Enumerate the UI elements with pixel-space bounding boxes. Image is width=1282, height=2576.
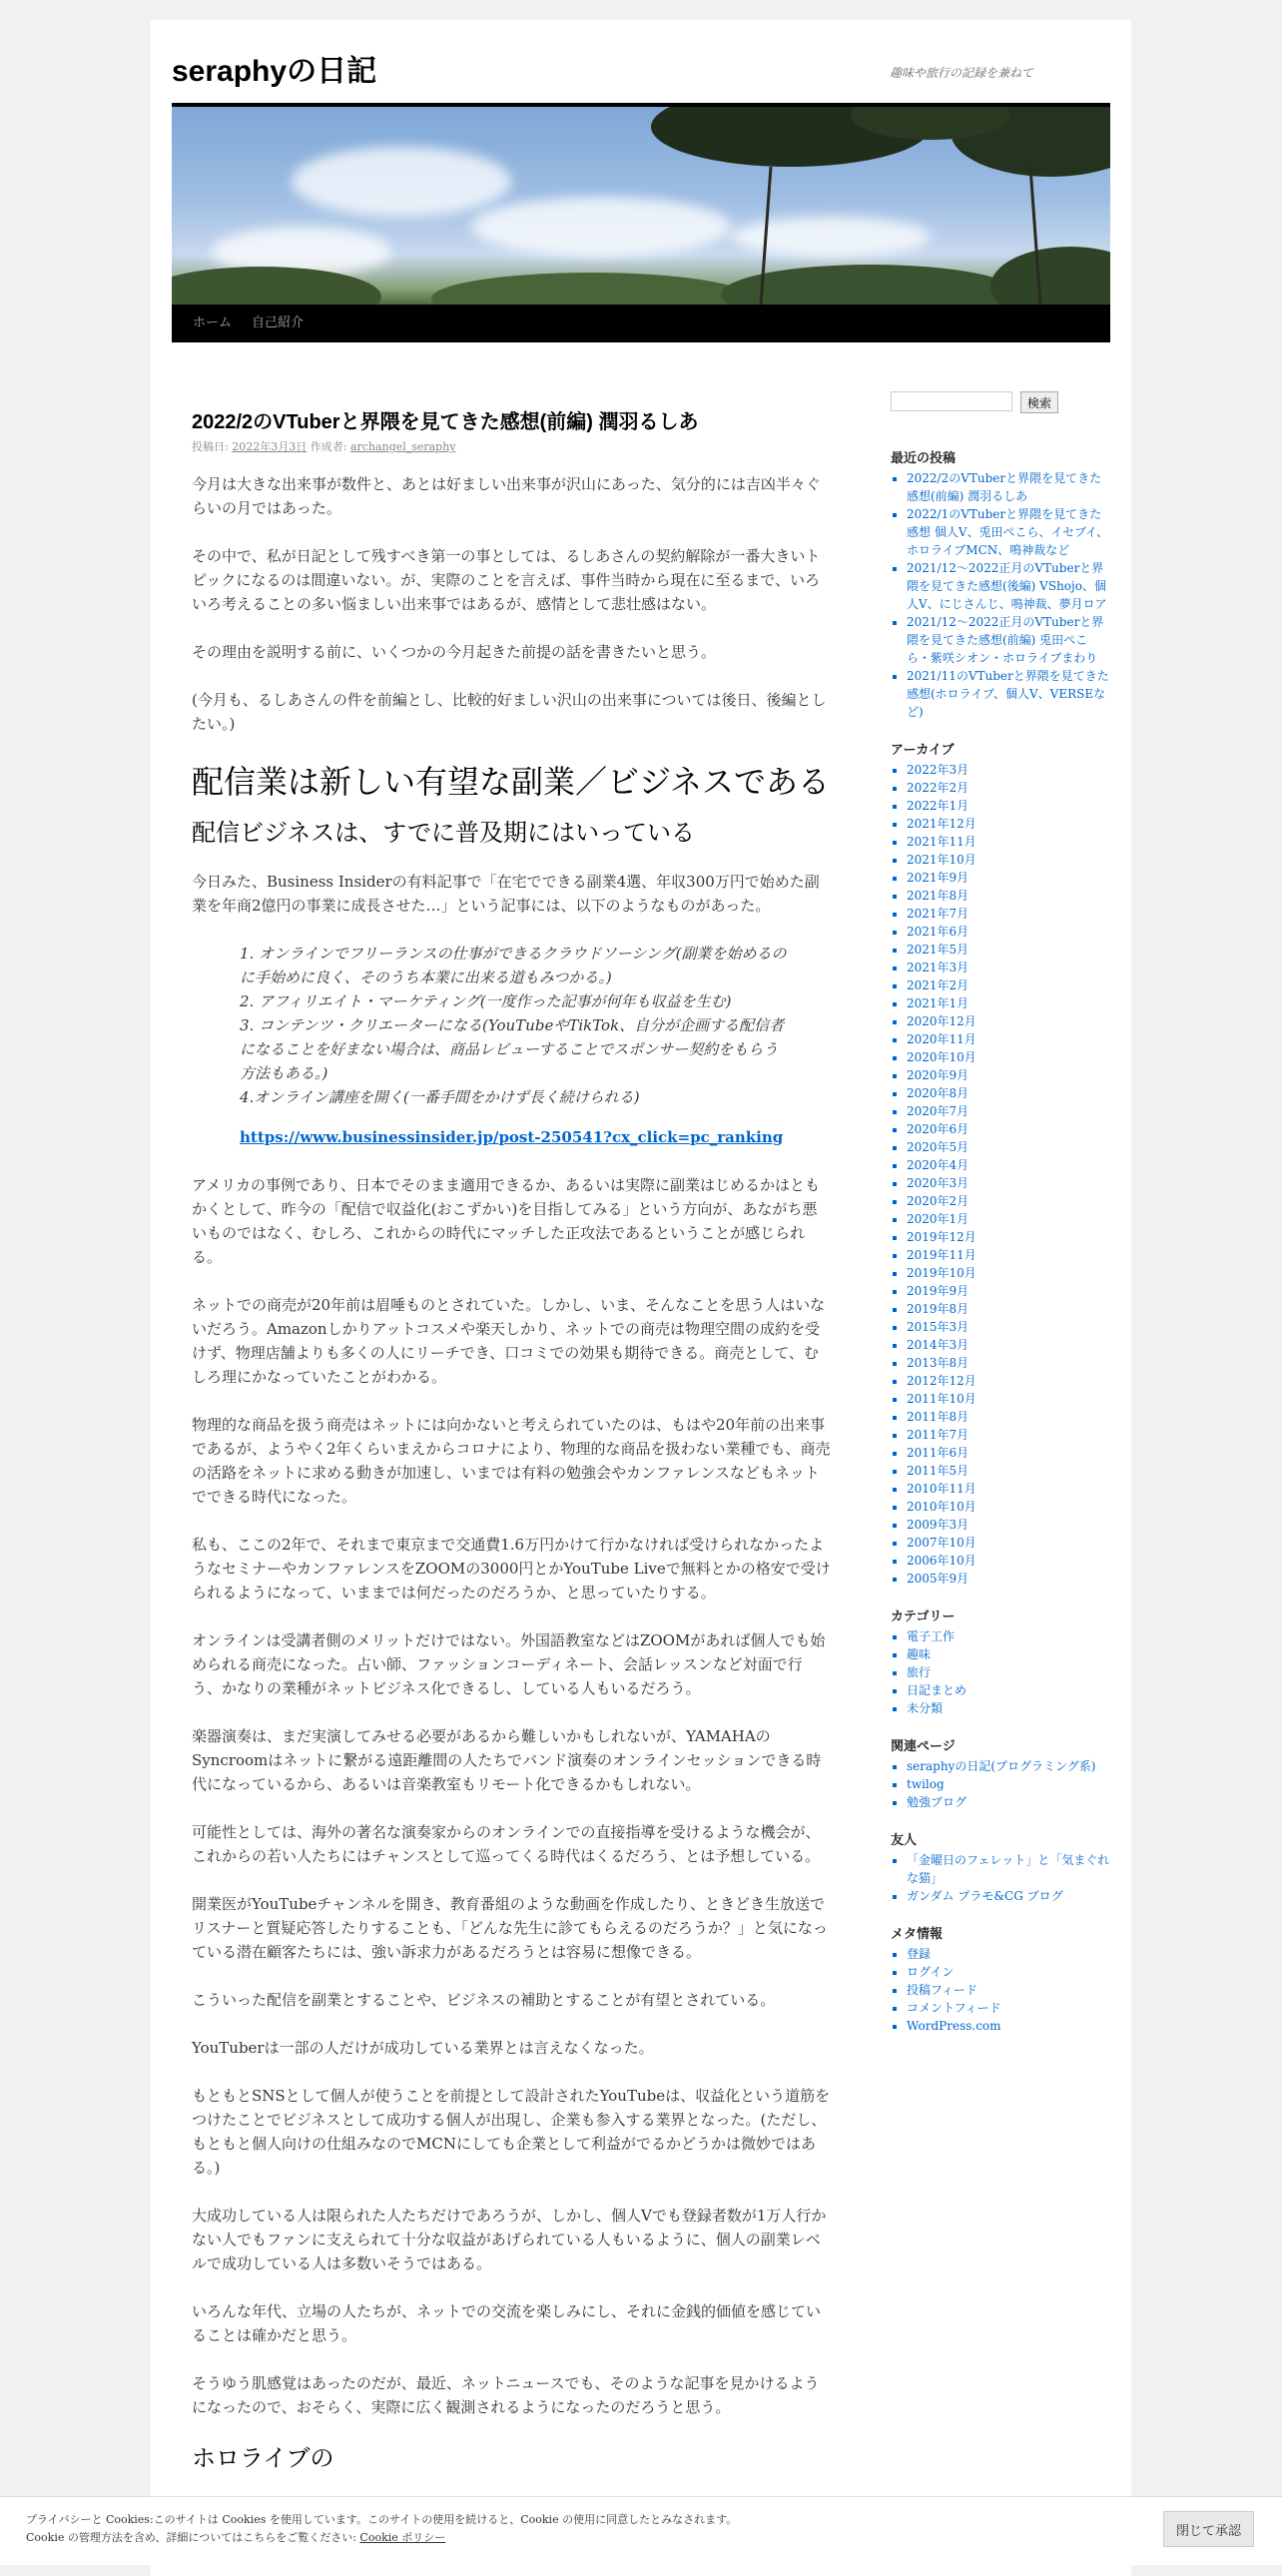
archive-link[interactable]: ▪ 2020年5月	[907, 1138, 1110, 1156]
section-heading: 配信業は新しい有望な副業／ビジネスである	[192, 764, 831, 800]
search-input[interactable]	[891, 391, 1012, 411]
paragraph: オンラインは受講者側のメリットだけではない。外国語教室などはZOOMがあれば個人でも始められる商売になった。占い師、ファッションコーディネート、会話レッスンなど対面で行う、かなりの業種がネットビジネス化できるし、している人もいるだろう。	[192, 1631, 826, 1697]
category-link[interactable]: ▪ 電子工作	[907, 1627, 1110, 1645]
site-title[interactable]: seraphyの日記	[172, 55, 377, 88]
archive-link[interactable]: ▪ 2011年7月	[907, 1426, 1110, 1444]
archive-link[interactable]: ▪ 2007年10月	[907, 1534, 1110, 1552]
archive-link[interactable]: ▪ 2020年7月	[907, 1102, 1110, 1120]
widget-title-category: カテゴリー	[891, 1610, 956, 1624]
widget-title-archive: アーカイブ	[891, 743, 955, 758]
archive-link[interactable]: ▪ 2020年4月	[907, 1156, 1110, 1174]
paragraph: こういった配信を副業とすることや、ビジネスの補助とすることが有望とされている。	[192, 1991, 776, 2009]
recent-post-link[interactable]: ▪ 2021/11のVTuberと界隈を見てきた感想(ホロライブ、個人V、VERSEなど)	[907, 667, 1110, 721]
archive-link[interactable]: ▪ 2014年3月	[907, 1336, 1110, 1354]
archive-link[interactable]: ▪ 2011年8月	[907, 1408, 1110, 1426]
archive-link[interactable]: ▪ 2010年10月	[907, 1498, 1110, 1516]
category-link[interactable]: ▪ 旅行	[907, 1663, 1110, 1681]
category-link[interactable]: ▪ 趣味	[907, 1645, 1110, 1663]
post-content	[192, 369, 831, 2495]
archive-link[interactable]: ▪ 2019年8月	[907, 1300, 1110, 1318]
paragraph: 大成功している人は限られた人たちだけであろうが、しかし、個人Vでも登録者数が1万人行かない人でもファンに支えられて十分な収益があげられている人もいるように、個人の副業レベルで成功している人は多数いそうではある。	[192, 2207, 827, 2272]
meta-link[interactable]: ▪ 登録	[907, 1945, 1110, 1963]
archive-link[interactable]: ▪ 2019年11月	[907, 1246, 1110, 1264]
archive-link[interactable]: ▪ 2021年1月	[907, 994, 1110, 1012]
subsection-heading: ホロライブの	[192, 2445, 334, 2472]
paragraph: もともとSNSとして個人が使うことを前提として設計されたYouTubeは、収益化という道筋をつけたことでビジネスとして成功する個人が出現し、企業も参入する業界となった。(ただし、もともと個人向けの仕組みなのでMCNにしても企業として利益がでるかどうかは微妙ではある。)	[192, 2087, 831, 2177]
paragraph: 今月は大きな出来事が数件と、あとは好ましい出来事が沢山にあった、気分的には吉凶半々ぐらいの月ではあった。	[192, 475, 821, 517]
nav-item-about[interactable]: 自己紹介	[252, 316, 305, 330]
quote-item: 2. アフィリエイト・マーケティング(一度作った記事が何年も収益を生む)	[240, 992, 732, 1010]
widget-title-meta: メタ情報	[891, 1927, 944, 1942]
archive-link[interactable]: ▪ 2009年3月	[907, 1516, 1110, 1534]
archive-link[interactable]: ▪ 2015年3月	[907, 1318, 1110, 1336]
archive-link[interactable]: ▪ 2012年12月	[907, 1372, 1110, 1390]
category-list	[907, 1627, 1110, 1717]
recent-posts-list	[907, 469, 1110, 721]
paragraph: 今日みた、Business Insiderの有料記事で「在宅でできる副業4選、年収300万円で始めた副業を年商2億円の事業に成長させた…」という記事には、以下のようなものがあった。	[192, 873, 820, 915]
cookie-line: プライバシーと Cookies:このサイトは Cookies を使用しています。このサイトの使用を続けると、Cookie の使用に同意したとみなされます。	[26, 2513, 738, 2526]
widget-title-friends: 友人	[891, 1833, 918, 1848]
post-date-link[interactable]: 2022年3月3日	[232, 440, 308, 453]
archive-link[interactable]: ▪ 2021年6月	[907, 923, 1110, 941]
archive-link[interactable]: ▪ 2011年6月	[907, 1444, 1110, 1462]
archive-link[interactable]: ▪ 2019年12月	[907, 1228, 1110, 1246]
archive-link[interactable]: ▪ 2020年11月	[907, 1030, 1110, 1048]
meta-link[interactable]: ▪ ログイン	[907, 1963, 1110, 1981]
archive-link[interactable]: ▪ 2021年10月	[907, 851, 1110, 869]
archive-link[interactable]: ▪ 2021年7月	[907, 905, 1110, 923]
site-description: 趣味や旅行の記録を兼ねて	[890, 66, 1033, 80]
archive-link[interactable]: ▪ 2020年12月	[907, 1012, 1110, 1030]
recent-post-link[interactable]: ▪ 2022/1のVTuberと界隈を見てきた感想 個人V、兎田ぺこら、イセブイ、ホロライブMCN、鳴神裁など	[907, 505, 1110, 559]
category-link[interactable]: ▪ 日記まとめ	[907, 1681, 1110, 1699]
archive-link[interactable]: ▪ 2019年9月	[907, 1282, 1110, 1300]
search-button[interactable]: 検索	[1020, 391, 1058, 413]
nav-item-home[interactable]: ホーム	[193, 316, 233, 330]
related-link[interactable]: ▪ 勉強ブログ	[907, 1793, 1110, 1811]
archive-link[interactable]: ▪ 2020年8月	[907, 1084, 1110, 1102]
widget-title-recent: 最近の投稿	[891, 451, 957, 466]
page-wrapper	[151, 20, 1131, 2576]
archive-link[interactable]: ▪ 2006年10月	[907, 1552, 1110, 1570]
recent-post-link[interactable]: ▪ 2022/2のVTuberと界隈を見てきた感想(前編) 潤羽るしあ	[907, 469, 1110, 505]
archive-link[interactable]: ▪ 2013年8月	[907, 1354, 1110, 1372]
meta-link[interactable]: ▪ 投稿フィード	[907, 1981, 1110, 1999]
recent-post-link[interactable]: ▪ 2021/12～2022正月のVTuberと界隈を見てきた感想(前編) 兎田ぺこら・紫咲シオン・ホロライブまわり	[907, 613, 1110, 667]
archive-link[interactable]: ▪ 2021年5月	[907, 941, 1110, 959]
paragraph: 楽器演奏は、まだ実演してみせる必要があるから難しいかもしれないが、YAMAHAのSyncroomはネットに繋がる遠距離間の人たちでバンド演奏のオンラインセッションできる時代になっているから、あるいは音楽教室もリモート化できるかもしれない。	[192, 1727, 822, 1793]
archive-link[interactable]: ▪ 2021年11月	[907, 833, 1110, 851]
post-meta	[192, 438, 831, 454]
archive-link[interactable]: ▪ 2020年3月	[907, 1174, 1110, 1192]
related-list	[907, 1757, 1110, 1811]
paragraph: YouTuberは一部の人だけが成功している業界とは言えなくなった。	[192, 2039, 654, 2057]
cookie-accept-button[interactable]: 閉じて承認	[1163, 2511, 1254, 2547]
archive-link[interactable]: ▪ 2020年10月	[907, 1048, 1110, 1066]
friend-link[interactable]: ▪ ガンダム プラモ&CG ブログ	[907, 1887, 1110, 1905]
archive-link[interactable]: ▪ 2021年3月	[907, 959, 1110, 976]
paragraph: 可能性としては、海外の著名な演奏家からのオンラインでの直接指導を受けるような機会が、これからの若い人たちにはチャンスとして巡ってくる時代はくるだろう、とは予想している。	[192, 1823, 821, 1865]
source-link[interactable]: https://www.businessinsider.jp/post-250541?cx_click=pc_ranking	[240, 1128, 784, 1146]
archive-link[interactable]: ▪ 2021年12月	[907, 815, 1110, 833]
quote-item: 4.オンライン講座を開く(一番手間をかけず長く続けられる)	[240, 1088, 640, 1106]
archive-link[interactable]: ▪ 2020年1月	[907, 1210, 1110, 1228]
archive-link[interactable]: ▪ 2022年3月	[907, 761, 1110, 779]
archive-link[interactable]: ▪ 2010年11月	[907, 1480, 1110, 1498]
archive-link[interactable]: ▪ 2021年2月	[907, 976, 1110, 994]
post-author-link[interactable]: archangel_seraphy	[349, 440, 456, 453]
widget-title-related: 関連ページ	[891, 1739, 956, 1754]
paragraph: そうゆう肌感覚はあったのだが、最近、ネットニュースでも、そのような記事を見かけるようになったので、おそらく、実際に広く観測されるようになったのだろうと思う。	[192, 2374, 820, 2416]
paragraph: 私も、ここの2年で、それまで東京まで交通費1.6万円かけて行かなければ受けられなかったようなセミナーやカンファレンスをZOOMの3000円とかYouTube Liveで無料とかの格安で受けられるようになって、いままでは何だったのだろうか、と思っていたりする。	[192, 1536, 831, 1602]
paragraph: (今月も、るしあさんの件を前編とし、比較的好ましい沢山の出来事については後日、後編としたい。)	[192, 691, 827, 733]
meta-author-prefix: 作成者:	[310, 440, 347, 453]
archive-link[interactable]: ▪ 2022年2月	[907, 779, 1110, 797]
archive-list	[907, 761, 1110, 1588]
archive-link[interactable]: ▪ 2011年10月	[907, 1390, 1110, 1408]
friend-link[interactable]: ▪ 「金曜日のフェレット」と「気まぐれな猫」	[907, 1851, 1110, 1887]
cookie-banner	[0, 2496, 1282, 2565]
cookie-policy-link[interactable]: Cookie ポリシー	[359, 2531, 446, 2544]
archive-link[interactable]: ▪ 2021年9月	[907, 869, 1110, 887]
category-link[interactable]: ▪ 未分類	[907, 1699, 1110, 1717]
cookie-line: Cookie の管理方法を含め、詳細についてはこちらをご覧ください:	[26, 2531, 356, 2544]
paragraph: アメリカの事例であり、日本でそのまま適用できるか、あるいは実際に副業はじめるかはともかくとして、昨今の「配信で収益化(おこずかい)を目指してみる」という方向が、あながち悪いものではなく、むしろ、これからの時代にマッチした正攻法であるということが感じられる。	[192, 1176, 820, 1266]
cookie-text	[26, 2511, 737, 2547]
paragraph: ネットでの商売が20年前は眉唾ものとされていた。しかし、いま、そんなことを思う人はいないだろう。Amazonしかりアットコスメや楽天しかり、ネットでの商売は物理空間の成約を受けず、物理店舗よりも多くの人にリーチでき、口コミでの効果も期待できる。商売として、むしろ理にかなっていたことがわかる。	[192, 1296, 826, 1386]
subsection-heading: 配信ビジネスは、すでに普及期にはいっている	[192, 820, 695, 847]
archive-link[interactable]: ▪ 2020年9月	[907, 1066, 1110, 1084]
related-link[interactable]: ▪ seraphyの日記(プログラミング系)	[907, 1757, 1110, 1775]
meta-list	[907, 1945, 1110, 2035]
archive-link[interactable]: ▪ 2005年9月	[907, 1570, 1110, 1588]
meta-link[interactable]: ▪ コメントフィード	[907, 1999, 1110, 2017]
archive-link[interactable]: ▪ 2011年5月	[907, 1462, 1110, 1480]
blockquote	[240, 942, 791, 1149]
friends-list	[907, 1851, 1110, 1905]
tree-silhouette-graphic	[172, 107, 1110, 305]
quote-item: 3. コンテンツ・クリエーターになる(YouTubeやTikTok、自分が企画する配信者になることを好まない場合は、商品レビューすることでスポンサー契約をもらう方法もある。)	[240, 1016, 785, 1082]
archive-link[interactable]: ▪ 2020年6月	[907, 1120, 1110, 1138]
paragraph: その中で、私が日記として残すべき第一の事としては、るしあさんの契約解除が一番大きいトピックになるのは間違いない。が、実際のことを言えば、事件当時から現在に至るまで、いろいろ考えることの多い悩ましい出来事ではあるが、感情として悲壮感はない。	[192, 547, 821, 613]
archive-link[interactable]: ▪ 2020年2月	[907, 1192, 1110, 1210]
main-navigation	[172, 305, 1110, 342]
paragraph: 開業医がYouTubeチャンネルを開き、教育番組のような動画を作成したり、ときどき生放送でリスナーと質疑応答したりすることも、「どんな先生に診てもらえるのだろうか？」と気になっている潜在顧客たちには、強い訴求力があるだろうとは容易に想像できる。	[192, 1895, 828, 1961]
post-title[interactable]: 2022/2のVTuberと界隈を見てきた感想(前編) 潤羽るしあ	[192, 411, 699, 433]
paragraph: その理由を説明する前に、いくつかの今月起きた前提の話を書きたいと思う。	[192, 643, 717, 661]
recent-post-link[interactable]: ▪ 2021/12～2022正月のVTuberと界隈を見てきた感想(後編) VShojo、個人V、にじさんじ、鳴神裁、夢月ロア	[907, 559, 1110, 613]
paragraph: いろんな年代、立場の人たちが、ネットでの交流を楽しみにし、それに金銭的価値を感じていることは確かだと思う。	[192, 2302, 822, 2344]
meta-date-prefix: 投稿日:	[192, 440, 229, 453]
paragraph: 物理的な商品を扱う商売はネットには向かないと考えられていたのは、もはや20年前の出来事であるが、ようやく2年くらいまえからコロナにより、物理的な商品を扱わない業種でも、商売の活路をネットに求める動きが加速し、いまでは有料の勉強会やカンファレンスなどもネットでできる時代になった。	[192, 1416, 831, 1506]
archive-link[interactable]: ▪ 2019年10月	[907, 1264, 1110, 1282]
archive-link[interactable]: ▪ 2022年1月	[907, 797, 1110, 815]
quote-item: 1. オンラインでフリーランスの仕事ができるクラウドソーシング(副業を始めるのに手始めに良く、そのうち本業に出来る道もみつかる。)	[240, 945, 787, 986]
header-banner-image	[172, 107, 1110, 305]
related-link[interactable]: ▪ twilog	[907, 1775, 1110, 1793]
meta-link[interactable]: ▪ WordPress.com	[907, 2017, 1110, 2035]
archive-link[interactable]: ▪ 2021年8月	[907, 887, 1110, 905]
